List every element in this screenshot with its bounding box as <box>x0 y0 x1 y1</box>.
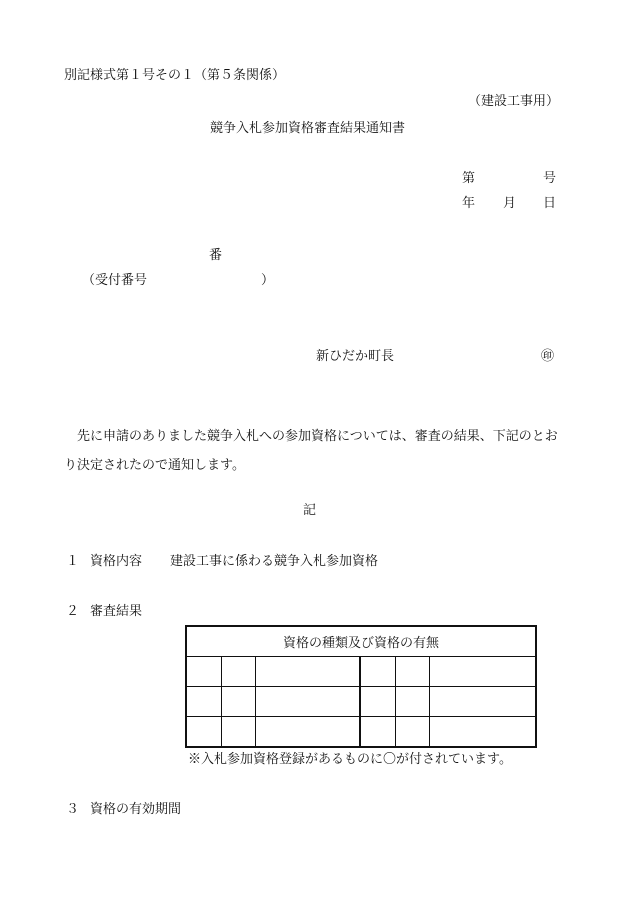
number-go: 号 <box>543 171 557 186</box>
date-year: 年 <box>462 196 476 211</box>
table-cell <box>256 657 360 687</box>
table-cell <box>186 717 222 748</box>
item1-value: 建設工事に係わる競争入札参加資格 <box>170 554 379 569</box>
table-cell <box>186 657 222 687</box>
receipt-number-label: （受付番号 <box>82 273 148 288</box>
table-cell <box>360 717 396 748</box>
table-cell <box>396 717 430 748</box>
category-label: （建設工事用） <box>468 94 560 109</box>
table-header: 資格の種類及び資格の有無 <box>186 626 536 657</box>
item3-number: ３ <box>66 802 80 817</box>
form-label: 別記様式第１号その１（第５条関係） <box>64 68 286 83</box>
item2-label: 審査結果 <box>90 604 143 619</box>
table-row <box>186 717 536 748</box>
table-cell <box>430 657 536 687</box>
item1-label: 資格内容 <box>90 554 143 569</box>
item3-label: 資格の有効期間 <box>90 802 182 817</box>
table-cell <box>360 687 396 717</box>
issuer-name: 新ひだか町長 <box>316 349 395 364</box>
qualification-table <box>185 625 537 748</box>
table-cell <box>396 687 430 717</box>
table-cell <box>186 687 222 717</box>
seal-mark: ㊞ <box>541 349 555 364</box>
table-row <box>186 687 536 717</box>
receipt-number-close: ） <box>261 273 275 288</box>
table-cell <box>396 657 430 687</box>
table-note: ※入札参加資格登録があるものに〇が付されています。 <box>188 752 512 767</box>
table-header-row <box>186 626 536 657</box>
ban-label: 番 <box>209 248 223 263</box>
body-text: 先に申請のありました競争入札への参加資格については、審査の結果、下記のとおり決定されたので通知します。 <box>64 429 558 473</box>
table-row <box>186 657 536 687</box>
item2-number: ２ <box>66 604 80 619</box>
item1-number: １ <box>66 554 80 569</box>
date-day: 日 <box>543 196 557 211</box>
number-dai: 第 <box>462 171 476 186</box>
table-cell <box>256 717 360 748</box>
table-cell <box>222 717 256 748</box>
table-cell <box>430 717 536 748</box>
table-cell <box>222 687 256 717</box>
table-cell <box>430 687 536 717</box>
table-cell <box>222 657 256 687</box>
document-title: 競争入札参加資格審査結果通知書 <box>210 121 406 136</box>
table-cell <box>256 687 360 717</box>
table-cell <box>360 657 396 687</box>
ki-label: 記 <box>303 503 317 518</box>
date-month: 月 <box>503 196 517 211</box>
